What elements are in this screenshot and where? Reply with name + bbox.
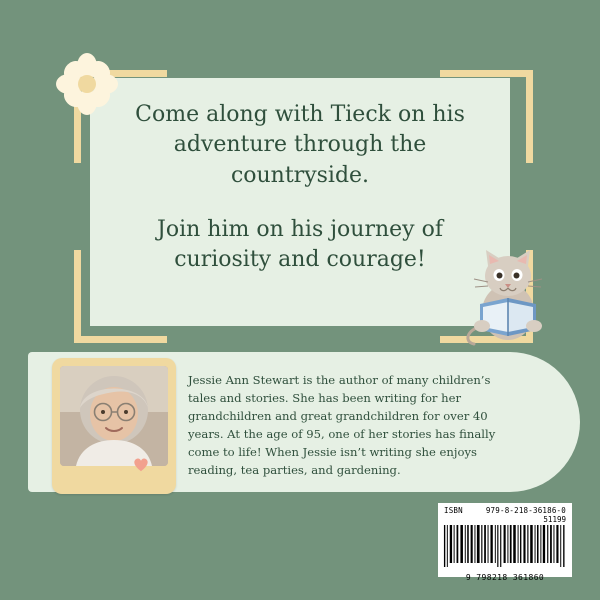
cat-reading-book-icon bbox=[452, 240, 568, 348]
isbn-label: ISBN bbox=[444, 506, 463, 515]
quote-paragraph-2: Join him on his journey of curiosity and courage! bbox=[157, 217, 443, 273]
isbn-line bbox=[442, 506, 568, 515]
author-portrait-image bbox=[60, 366, 168, 466]
heart-icon bbox=[132, 455, 150, 473]
author-portrait bbox=[60, 366, 168, 466]
quote-text-block bbox=[110, 100, 490, 276]
barcode-block bbox=[438, 503, 572, 582]
ean-number: 9 798218 361860 bbox=[465, 573, 545, 582]
price-code: 51199 bbox=[543, 515, 566, 524]
author-bio-text: Jessie Ann Stewart is the author of many children’s tales and stories. She has been writing for her grandchildren and great grandchildren for over 40 years. At the age of 95, one of her stories has finally come to life! When Jessie isn’t writing she enjoys reading, tea parties, and gardening. bbox=[188, 373, 496, 477]
barcode-bars bbox=[442, 525, 568, 567]
isbn-number: 979-8-218-36186-0 bbox=[485, 506, 566, 515]
quote-paragraph-1: Come along with Tieck on his adventure through the countryside. bbox=[135, 102, 465, 188]
